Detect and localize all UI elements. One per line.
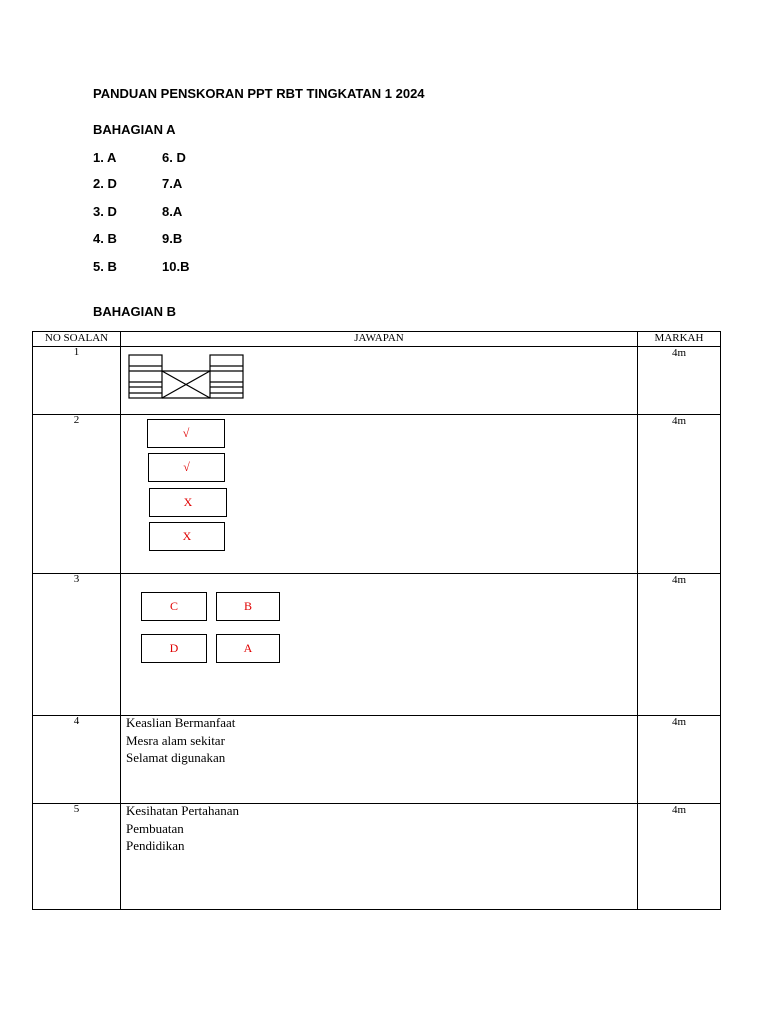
header-markah: MARKAH [654,332,704,344]
answer-box: √ [148,453,225,482]
header-no-soalan: NO SOALAN [44,332,109,344]
table-rule [120,331,121,910]
marking-table [32,331,721,910]
section-a-heading: BAHAGIAN A [93,122,176,137]
marks-value: 4m [671,804,687,816]
question-number: 5 [73,803,80,815]
answer-box: √ [147,419,225,448]
question-number: 4 [73,715,80,727]
table-rule [32,573,721,574]
answer-right: 9.B [162,231,183,246]
page-title: PANDUAN PENSKORAN PPT RBT TINGKATAN 1 2024 [93,86,425,101]
answer-line: Keaslian Bermanfaat [126,715,236,730]
header-jawapan: JAWAPAN [354,332,404,344]
answer-left: 3. D [93,204,117,219]
answer-line: Mesra alam sekitar [126,732,225,748]
answer-right: 8.A [162,204,183,219]
question-number: 2 [73,414,80,426]
answer-left: 1. A [93,150,117,165]
table-rule [32,414,721,415]
table-rule [720,331,721,910]
answer-left: 4. B [93,231,117,246]
answer-line: Selamat digunakan [126,750,226,765]
marks-value: 4m [671,415,687,427]
section-b-heading: BAHAGIAN B [93,304,177,319]
answer-box: A [216,634,280,663]
question-number: 3 [73,573,80,585]
answer-box: X [149,488,227,517]
answer-box: X [149,522,225,551]
answer-box: B [216,592,280,621]
marks-value: 4m [671,574,687,586]
answer-left: 5. B [93,259,117,274]
marks-value: 4m [671,347,687,359]
answer-right: 7.A [162,176,183,191]
answer-box: C [141,592,207,621]
table-rule [32,346,721,347]
marks-value: 4m [671,716,687,728]
answer-right: 6. D [162,150,186,165]
answer-box: D [141,634,207,663]
question-number: 1 [73,346,80,358]
answer-line: Pembuatan [126,821,184,836]
answer-left: 2. D [93,176,117,191]
table-rule [32,909,721,910]
answer-line: Kesihatan Pertahanan [126,803,239,818]
answer-line: Pendidikan [126,838,185,853]
answer-right: 10.B [162,259,190,274]
connector-diagram [128,354,245,400]
